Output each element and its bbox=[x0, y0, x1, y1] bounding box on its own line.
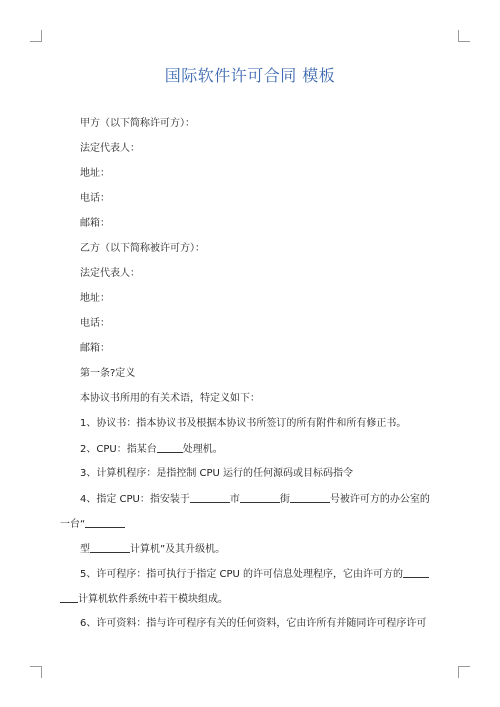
article-1-heading: 第一条?定义 bbox=[80, 368, 136, 379]
party-a-address: 地址： bbox=[80, 168, 110, 179]
definition-item-4-cont bbox=[60, 517, 125, 531]
definition-item-4 bbox=[80, 492, 430, 506]
blank-underline bbox=[90, 542, 130, 553]
blank-underline bbox=[190, 492, 230, 503]
party-a-phone: 电话： bbox=[80, 193, 110, 204]
crop-mark-top-right bbox=[458, 30, 470, 42]
definition-item-5-text-b: 计算机软件系统中若干模块组成。 bbox=[78, 594, 228, 605]
party-b-phone: 电话： bbox=[80, 318, 110, 329]
definition-item-2-text-b: 处理机。 bbox=[182, 444, 223, 455]
definition-item-4-text-f: 型 bbox=[80, 544, 90, 555]
party-a-postcode: 邮箱： bbox=[80, 218, 110, 229]
definition-item-5-text-a: 5、许可程序：指可执行于指定 CPU 的许可信息处理程序，它由许可方的 bbox=[80, 569, 404, 580]
party-a-heading: 甲方（以下简称许可方）： bbox=[80, 118, 195, 129]
definition-item-4-text-g: 计算机”及其升级机。 bbox=[130, 544, 226, 555]
definition-item-2 bbox=[80, 442, 223, 456]
blank-underline bbox=[290, 492, 330, 503]
definition-item-3: 3、计算机程序：是指控制 CPU 运行的任何源码或目标码指令 bbox=[80, 468, 354, 479]
definition-item-4-text-c: 街 bbox=[279, 494, 290, 505]
party-b-address: 地址： bbox=[80, 293, 110, 304]
blank-underline bbox=[60, 592, 78, 603]
party-b-heading: 乙方（以下简称被许可方）： bbox=[80, 243, 205, 254]
blank-underline bbox=[240, 492, 280, 503]
definition-item-1: 1、协议书：指本协议书及根据本协议书所签订的所有附件和所有修正书。 bbox=[80, 418, 407, 429]
definition-item-5 bbox=[80, 567, 429, 581]
definition-item-4-model bbox=[80, 542, 225, 556]
definition-item-4-text-e: 一台“ bbox=[60, 519, 86, 530]
definition-item-6: 6、许可资料：指与许可程序有关的任何资料，它由许所有并随同许可程序许可 bbox=[80, 618, 427, 629]
blank-underline bbox=[85, 517, 125, 528]
definition-item-4-text-d: 号被许可方的办公室的 bbox=[329, 494, 430, 505]
crop-mark-bottom-right bbox=[458, 666, 470, 678]
crop-mark-top-left bbox=[30, 30, 42, 42]
blank-underline bbox=[403, 567, 429, 578]
definition-item-4-text-b: 市 bbox=[229, 494, 240, 505]
definition-item-5-cont bbox=[60, 592, 228, 606]
document-title: 国际软件许可合同 模板 bbox=[164, 66, 336, 85]
crop-mark-bottom-left bbox=[30, 666, 42, 678]
party-b-rep: 法定代表人： bbox=[80, 268, 140, 279]
party-b-postcode: 邮箱： bbox=[80, 343, 110, 354]
article-1-intro: 本协议书所用的有关术语，特定义如下： bbox=[80, 393, 260, 404]
party-a-rep: 法定代表人： bbox=[80, 143, 140, 154]
definition-item-4-text-a: 4、指定 CPU：指安装于 bbox=[80, 494, 190, 505]
definition-item-2-text-a: 2、CPU：指某台 bbox=[80, 444, 157, 455]
blank-underline bbox=[157, 442, 183, 453]
